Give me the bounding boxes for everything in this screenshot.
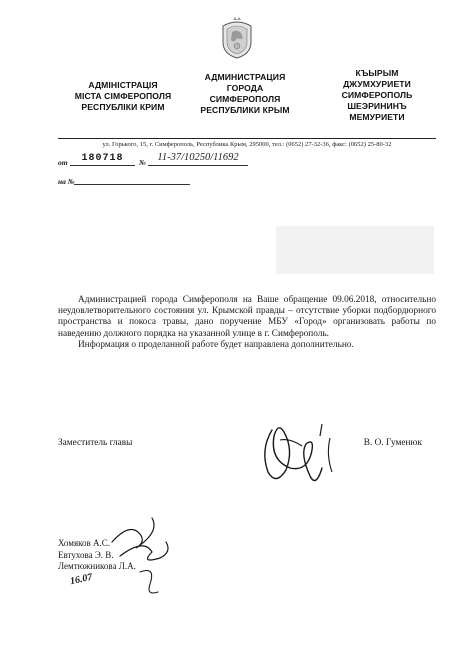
header-crimean-tatar: [318, 68, 436, 123]
header-line: КЪЫРЫМ: [355, 68, 399, 78]
handwritten-date: 16.07: [69, 571, 94, 588]
header-line: ДЖУМХУРИЕТИ: [343, 79, 411, 89]
header-russian: [190, 72, 300, 116]
address-line: ул. Горького, 15, г. Симферополь, Республика Крым, 295000, тел.: (0652) 27-32-36, факс: (0652) 25-80-32: [102, 141, 392, 148]
header-line: РЕСПУБЛІКИ КРИМ: [81, 102, 165, 112]
body-paragraph: Информация о проделанной работе будет направлена дополнительно.: [78, 339, 354, 350]
body-paragraph: Администрацией города Симферополя на Ваше обращение 09.06.2018, относительно неудовлетворительного состояния ул. Крымской правды – отсутствие уборки подбордюрного пространства и покоса травы, дано поручение МБУ «Город» организовать работы по наведению должного порядка на указанной улице в г. Симферополь.: [58, 295, 436, 339]
executor-name: Хомяков А.С.: [58, 538, 111, 548]
signer-name: В. О. Гуменюк: [363, 438, 422, 448]
redacted-recipient-block: [276, 226, 434, 274]
handwritten-signature: [250, 410, 345, 495]
header-line: МІСТА СІМФЕРОПОЛЯ: [74, 91, 172, 101]
crimea-coat-of-arms-icon: [219, 16, 255, 60]
registration-date: 180718: [70, 153, 135, 166]
header-line: ШЕЭРИНИНЪ: [347, 101, 407, 111]
header-line: АДМІНІСТРАЦІЯ: [88, 80, 158, 90]
header-line: ГОРОДА: [226, 83, 264, 93]
header-line: МЕМУРИЕТИ: [349, 112, 405, 122]
reply-to-line: [74, 184, 190, 185]
header-line: СИМФЕРОПОЛЯ: [209, 94, 281, 104]
registration-number: 11-37/10250/11692: [148, 152, 248, 166]
executor-name: Евтухова Э. В.: [58, 549, 114, 560]
number-label: №: [139, 158, 146, 167]
header-ukrainian: [58, 80, 188, 113]
header-line: РЕСПУБЛИКИ КРЫМ: [200, 105, 290, 115]
handwritten-initials: [100, 512, 195, 602]
executor-name: Лемтюжникова Л.А.: [58, 561, 136, 571]
header-divider: [58, 138, 436, 139]
date-label: от: [58, 158, 68, 167]
header-line: АДМИНИСТРАЦИЯ: [204, 72, 286, 82]
letter-body: [58, 295, 436, 351]
signer-role: Заместитель главы: [58, 438, 133, 448]
reply-to-label: на №: [58, 177, 75, 186]
header-line: СИМФЕРОПОЛЬ: [341, 90, 413, 100]
